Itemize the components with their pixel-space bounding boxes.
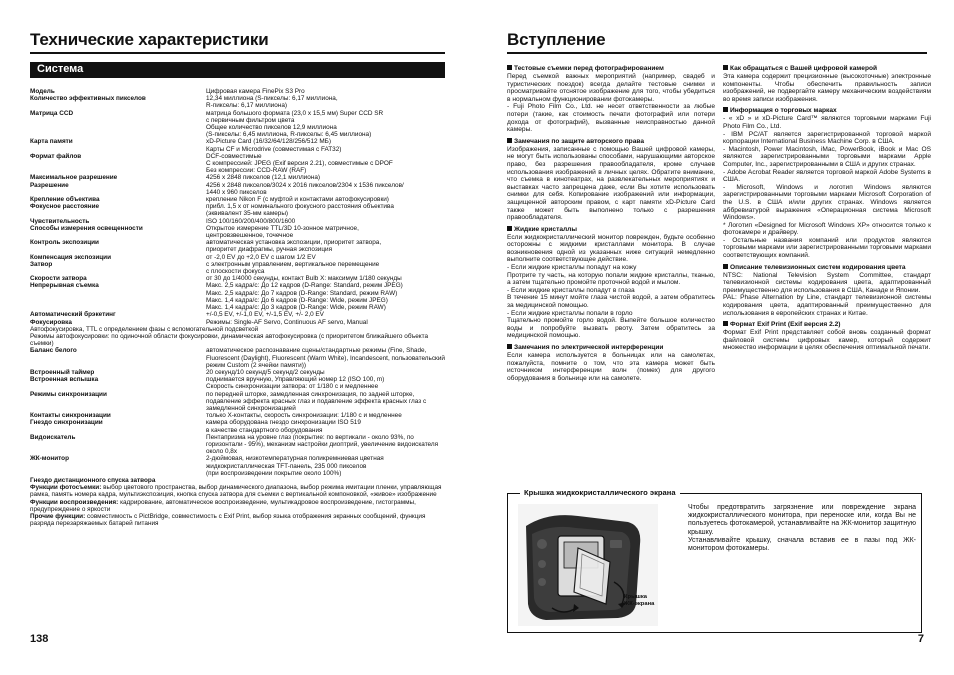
- title-rule: [30, 52, 445, 54]
- box-title: Крышка жидкокристаллического экрана: [520, 488, 680, 497]
- section-body: NTSC: National Television System Committee, стандарт телевизионной системы кодирования цвета, адаптированный преимущественно для использования в США, Канаде и Японии. PAL: Phase Alternation by Line, стандарт телевизионной системы кодирования цвета, адаптированный преимущественно для использования в европейских странах и Китае.: [723, 271, 931, 317]
- title-rule: [507, 52, 927, 54]
- spec-label: Функции воспроизведения:: [30, 498, 119, 506]
- section-body: Перед съемкой важных мероприятий (например, свадеб и туристических поездок) всегда делайте тестовые снимки и просматривайте отснятое изображение для того, чтобы убедиться в нормальном функционировании фотокамеры. - Fuji Photo Film Co., Ltd. не несет ответственности за любые потери (такие, как стоимость печати фотографий или потери дохода от фотографий), вызванные неисправностью данной камеры.: [507, 73, 715, 134]
- spec-label: Крепление объектива: [30, 196, 100, 204]
- spec-value: матрица большого формата (23,0 x 15,5 мм) Super CCD SR с первичным фильтром цвета Общее количество пикселов 12,9 миллиона (S-пикселы: 6,45 миллиона, R-пикселы: 6,45 миллиона): [206, 109, 384, 139]
- spec-value: 2-дюймовая, низкотемпературная поликремниевая цветная жидкокристаллическая TFT-панель, 235 000 пикселов (при воспроизведении покрытие около 100%): [206, 455, 384, 477]
- section-heading-text: Тестовые съемки перед фотографированием: [514, 65, 664, 72]
- spec-row: [30, 182, 445, 196]
- right-page: [477, 0, 954, 675]
- section-heading-text: Замечания по защите авторского права: [514, 137, 645, 145]
- spec-value: 12,34 миллиона (S-пикселы: 6,17 миллиона, R-пикселы: 6,17 миллиона): [206, 95, 338, 110]
- lcd-cover-box: [507, 488, 922, 633]
- spec-label: Функции фотосъемки:: [30, 484, 102, 492]
- spec-value: 4256 x 2848 пикселов/3024 x 2016 пикселов/2304 x 1536 пикселов/ 1440 x 960 пикселов: [206, 181, 404, 196]
- spec-row: [30, 203, 445, 217]
- spec-label: Непрерывная съемка: [30, 282, 99, 290]
- text-column-right: [723, 62, 931, 356]
- page-number: 138: [30, 633, 49, 645]
- spec-row: [30, 110, 445, 139]
- spec-label: Встроенный таймер: [30, 368, 95, 376]
- spec-label: Матрица CCD: [30, 109, 74, 117]
- spec-label: Прочие функции:: [30, 512, 86, 520]
- spec-row: [30, 174, 445, 181]
- section-heading: [507, 138, 715, 146]
- section-heading: [507, 344, 715, 352]
- spec-paragraph: [30, 484, 445, 498]
- spec-label: Затвор: [30, 260, 53, 268]
- section-header: Система: [30, 62, 445, 78]
- spec-value: камера оборудована гнездо синхронизации ISO 519 в качестве стандартного оборудования: [206, 419, 361, 434]
- spec-label: Максимальное разрешение: [30, 174, 118, 182]
- spec-value: от 30 до 1/4000 секунды, контакт Bulb X: максимум 1/180 секунды: [206, 275, 402, 283]
- square-bullet-icon: [723, 321, 728, 326]
- spec-row: [30, 391, 445, 413]
- section-heading: [507, 65, 715, 73]
- spec-value: +/-0,5 EV, +/-1,0 EV, +/-1,5 EV, +/- 2,0 EV: [206, 311, 324, 319]
- section-heading: [507, 226, 715, 234]
- spec-row: [30, 218, 445, 225]
- spec-label: Количество эффективных пикселов: [30, 95, 146, 103]
- camera-lcd-cover-illustration: [518, 504, 658, 626]
- spec-row: [30, 282, 445, 311]
- spec-note: Режимы автофокусировки: по одиночной области фокусировки, динамическая автофокусировка (с приоритетом ближайшего объекта съемки): [30, 332, 429, 348]
- spec-value: кадрирование, автоматическое воспроизведение, мультикадровое воспроизведение, гистограммы, предупреждение о яркости: [30, 498, 416, 513]
- spec-value: поднимается вручную, Управляющий номер 12 (ISO 100, m) Скорость синхронизации затвора: от 1/180 с и медленнее: [206, 376, 385, 391]
- spec-row: [30, 225, 445, 239]
- spec-row: [30, 455, 445, 477]
- spec-value: Режимы: Single-AF Servo, Continuous AF servo, Manual: [206, 318, 368, 326]
- spec-row: [30, 261, 445, 275]
- text-column-left: [507, 62, 715, 386]
- square-bullet-icon: [723, 107, 728, 112]
- spec-value: от -2,0 EV до +2,0 EV с шагом 1/2 EV: [206, 253, 316, 261]
- spec-row: [30, 419, 445, 433]
- page-title: Вступление: [507, 30, 606, 49]
- spec-row: [30, 434, 445, 456]
- spec-value: Цифровая камера FinePix S3 Pro: [206, 88, 305, 95]
- section-heading-text: Как обращаться с Вашей цифровой камерой: [730, 65, 878, 72]
- lcd-cover-label: Крышка ЖК-экрана: [624, 594, 655, 607]
- spec-row: [30, 254, 445, 261]
- spec-label: ЖК-монитор: [30, 455, 69, 463]
- section-body: Если жидкокристаллический монитор поврежден, будьте особенно осторожны с жидкими кристаллами монитора. В случае возникновения одной из указанных ниже ситуаций немедленно выполните соответствующее действие. - Если жидкие кристаллы попадут на кожу Протрите ту часть, на которую попали жидкие кристаллы, тканью, а затем тщательно промойте проточной водой и мылом. - Если жидкие кристаллы попадут в глаза В течение 15 минут мойте глаза чистой водой, а затем обратитесь за медицинской помощью. - Если жидкие кристаллы попали в горло Тщательно промойте горло водой. Выпейте большое количество воды и попробуйте вызвать рвоту. Затем обратитесь за медицинской помощью.: [507, 233, 715, 340]
- spec-value: автоматическое распознавание сцены/стандартные режимы (Fine, Shade, Fluorescent (Daylight), Fluorescent (Warm White), Incandescent, пользовательский режим Custom (2 ячейки памяти)): [206, 347, 445, 369]
- section-body: Эта камера содержит прецизионные (высокоточные) электронные компоненты. Чтобы обеспечить правильность записи изображений, не подвергайте камеру механическим воздействиям во время записи изображения.: [723, 73, 931, 103]
- spec-value: с электронным управлением, вертикальное перемещение с плоскости фокуса: [206, 260, 380, 276]
- section-heading: [723, 65, 931, 73]
- spec-value: ISO 100/160/200/400/800/1600: [206, 217, 296, 225]
- spec-value: выбор цветового пространства, выбор динамического диапазона, выбор режима имитации пленки, управляющая рамка, память номера кадра, мультиэкспозиция, кнопка спуска затвора для съемки с вертикальной компоновкой, «живое» изображение: [30, 484, 442, 499]
- spec-table: [30, 88, 445, 527]
- spec-value: 4256 x 2848 пикселов (12,1 миллиона): [206, 174, 321, 182]
- section-body: - « xD » и xD-Picture Card™ являются торговыми марками Fuji Photo Film Co., Ltd. - IBM PC/AT является зарегистрированной торговой маркой корпорации International Business Machine Corp. в США. - Macintosh, Power Macintosh, iMac, PowerBook, iBook и Mac OS являются зарегистрированными торговыми марками Apple Computer, Inc., зарегистрированными в США и других странах. - Adobe Acrobat Reader является торговой маркой Adobe Systems в США. - Microsoft, Windows и логотип Windows являются зарегистрированными торговыми марками Microsoft Corporation of the U.S. в США и/или других странах. Windows является аббревиатурой выражения «Операционная система Microsoft Windows». * Логотип «Designed for Microsoft Windows XP» относится только к фотокамере и драйверу. - Остальные названия компаний или продуктов являются торговыми марками или зарегистрированными торговыми марками соответствующих компаний.: [723, 115, 931, 260]
- spec-value: DCF-совместимые С компрессией: JPEG (Exif версия 2.21), совместимые с DPOF Без компрессии: CCD-RAW (RAF): [206, 152, 393, 175]
- spec-row: [30, 153, 445, 175]
- square-bullet-icon: [507, 344, 512, 349]
- section-heading-text: Описание телевизионных систем кодирования цвета: [730, 263, 906, 271]
- square-bullet-icon: [723, 264, 728, 269]
- section-heading-text: Формат Exif Print (Exif версия 2.2): [730, 321, 841, 329]
- section-heading: [723, 107, 931, 115]
- spec-paragraph: [30, 513, 445, 527]
- square-bullet-icon: [507, 65, 512, 70]
- spec-value: прибл. 1,5 x от номинального фокусного расстояния объектива (эквивалент 35-мм камеры): [206, 203, 394, 218]
- spec-label: Карта памяти: [30, 138, 73, 146]
- spec-value: только X-контакты, скорость синхронизации: 1/180 с и медленнее: [206, 412, 402, 420]
- section-heading-text: Информация о торговых марках: [730, 107, 837, 115]
- spec-value: Макс. 2,5 кадра/с: До 12 кадров (D-Range: Standard, режим JPEG) Макс. 2,5 кадра/с: До 7 кадров (D-Range: Standard, режим RAW) Макс. 1,4 кадра/с: До 6 кадров (D-Range: Wide, режим JPEG) Макс. 1,4 кадра/с: До 3 кадров (D-Range: Wide, режим RAW): [206, 282, 403, 312]
- spec-label: Баланс белого: [30, 347, 77, 355]
- spec-row: [30, 319, 445, 326]
- section-heading: [723, 264, 931, 272]
- spec-label: Компенсация экспозиции: [30, 253, 112, 261]
- spec-value: Пентапризма на уровне глаз (покрытие: по вертикали - около 93%, по горизонтали - 95%), механизм настройки диоптрий, увеличение видоискателя около 0,8x: [206, 433, 439, 456]
- spec-value: совместимость с PictBridge, совместимость с Exif Print, выбор языка отображения экранных сообщений, функция разряда перезаряжаемых батарей питания: [30, 512, 426, 528]
- spec-note: Автофокусировка, TTL с определением фазы с вспомогательной подсветкой: [30, 325, 259, 333]
- spec-value: 20 секунд/10 секунд/5 секунд/2 секунды: [206, 368, 325, 376]
- square-bullet-icon: [723, 65, 728, 70]
- spec-label: Гнездо дистанционного спуска затвора: [30, 476, 156, 484]
- spec-label: Способы измерения освещенности: [30, 224, 143, 232]
- spec-paragraph: [30, 499, 445, 513]
- spec-row: [30, 376, 445, 390]
- square-bullet-icon: [507, 226, 512, 231]
- spec-row: [30, 239, 445, 253]
- square-bullet-icon: [507, 138, 512, 143]
- spec-label: Фокусное расстояние: [30, 203, 100, 211]
- spec-label: Скорости затвора: [30, 275, 87, 283]
- spec-label: Разрешение: [30, 181, 69, 189]
- spec-label: Модель: [30, 88, 55, 95]
- spec-row: [30, 138, 445, 152]
- spec-value: по передней шторке, замедленная синхронизация, по задней шторке, подавление эффекта красных глаз и подавление эффекта красных глаз с замедленной синхронизацией: [206, 390, 427, 412]
- spec-label: Контроль экспозиции: [30, 239, 99, 247]
- spec-label: Формат файлов: [30, 152, 82, 160]
- page-title: Технические характеристики: [30, 30, 269, 49]
- spec-value: Открытое измерение TTL/3D 10-зонное матричное, центровзвешенное, точечное: [206, 224, 359, 240]
- spec-row: [30, 311, 445, 318]
- spec-value: автоматическая установка экспозиции, приоритет затвора, приоритет диафрагмы, ручная экспозиция: [206, 239, 382, 254]
- section-body: Если камера используется в больницах или на самолетах, пожалуйста, помните о том, что эта камера может быть источником интерференции волн (помех) для другого оборудования в больнице или на самолете.: [507, 352, 715, 382]
- section-body: Формат Exif Print представляет собой вновь созданный формат файловой системы цифровых камер, который содержит множество информации в целях обеспечения оптимальной печати.: [723, 329, 931, 352]
- spec-row: [30, 95, 445, 109]
- section-body: Изображения, записанные с помощью Вашей цифровой камеры, не могут быть использованы способами, нарушающими авторское право, без разрешения правообладателя, кроме случаев использования изображений в личных целях. Обратите внимание, что съемка в кинотеатрах, на развлекательных мероприятиях и выставках часто запрещена даже, если Вы хотите использовать снимки для себя. Копирование изображений или информации, защищенной авторским правом, с карт памяти xD-Picture Card также может быть выполнено только с разрешения правообладателя.: [507, 145, 715, 222]
- page-number: 7: [917, 633, 924, 645]
- spec-label: Встроенная вспышка: [30, 376, 99, 384]
- spec-label: Видоискатель: [30, 433, 76, 441]
- spec-row: [30, 88, 445, 95]
- spec-label: Режимы синхронизации: [30, 390, 107, 398]
- section-heading-text: Замечания по электрической интерференции: [514, 344, 664, 351]
- spec-row: [30, 275, 445, 282]
- spec-value: крепление Nikon F (с муфтой и контактами автофокусировки): [206, 196, 389, 204]
- spec-label: Автоматический брэкетинг: [30, 311, 116, 319]
- spec-label: Чувствительность: [30, 217, 90, 225]
- spec-row: [30, 347, 445, 369]
- spec-label: Гнездо синхронизации: [30, 419, 103, 427]
- lcd-cover-text: Чтобы предотвратить загрязнение или повреждение экрана жидкокристаллического монитора, при переноске или, когда Вы не пользуетесь фотокамерой, устанавливайте на ЖК-монитор защитную крышку. Устанавливайте крышку, сначала вставив ее в пазы под ЖК-монитором фотокамеры.: [688, 504, 916, 553]
- spec-label: Контакты синхронизации: [30, 412, 111, 420]
- section-heading-text: Жидкие кристаллы: [514, 225, 578, 233]
- spec-value: xD-Picture Card (16/32/64/128/256/512 МБ) Карты CF и Microdrive (совместимая с FAT32): [206, 138, 342, 153]
- spec-label: Фокусировка: [30, 318, 72, 326]
